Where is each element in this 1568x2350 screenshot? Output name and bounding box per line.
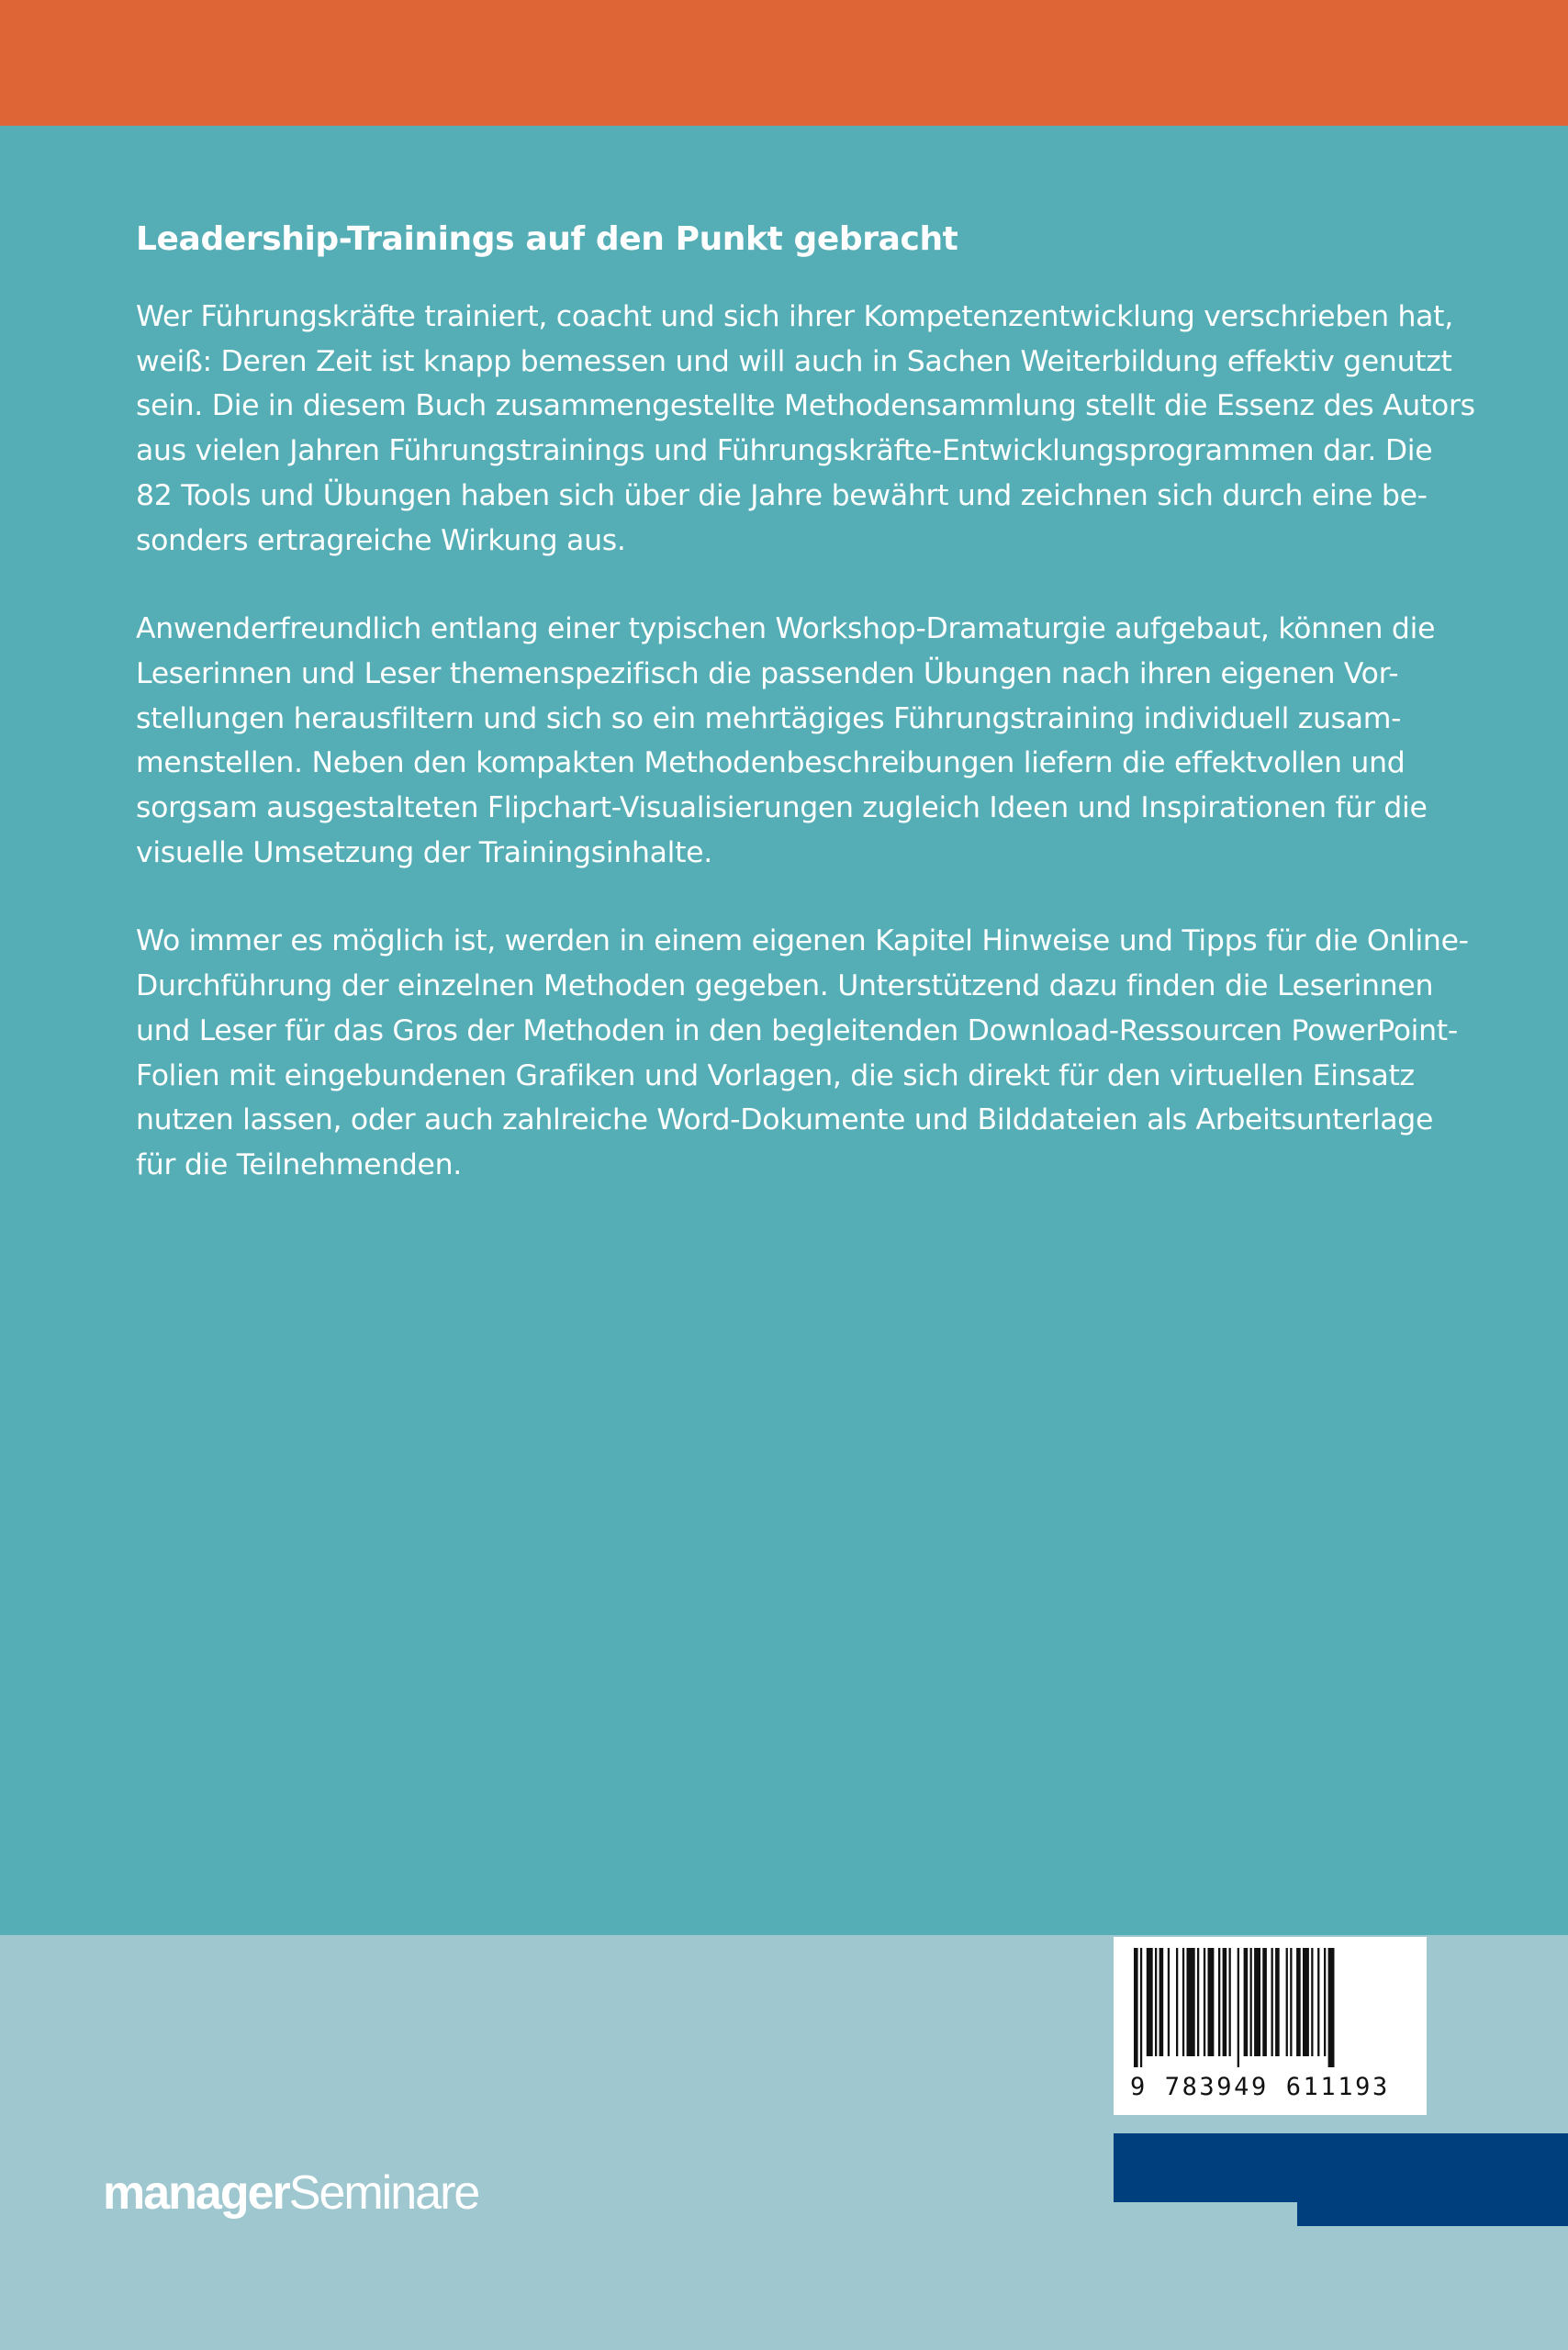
barcode-bar (1238, 1948, 1239, 2067)
accent-bar (1114, 2133, 1568, 2202)
paragraph-structure (136, 607, 1436, 875)
isbn-barcode (1114, 1937, 1427, 2115)
barcode-bar (1140, 1948, 1142, 2067)
accent-bar-lower (1297, 2202, 1568, 2226)
top-color-band (0, 0, 1568, 126)
barcode-bar (1262, 1948, 1267, 2056)
barcode-bar (1204, 1948, 1205, 2056)
text-line: Wer Führungskräfte trainiert, coacht und sich ihrer Kompetenzentwicklung verschrieben hat, (136, 300, 1453, 333)
barcode-bar (1290, 1948, 1292, 2056)
barcode-bar (1182, 1948, 1184, 2056)
text-line: sorgsam ausgestalteten Flipchart-Visualisierungen zugleich Ideen und Inspirationen für die (136, 791, 1428, 825)
text-line: menstellen. Neben den kompakten Methodenbeschreibungen liefern die effektvollen und (136, 746, 1406, 780)
barcode-bar (1218, 1948, 1220, 2056)
barcode-bar (1275, 1948, 1280, 2056)
barcode-bar (1147, 1948, 1153, 2056)
barcode-bar (1254, 1948, 1260, 2056)
barcode-bar (1176, 1948, 1178, 2056)
barcode-bar (1208, 1948, 1215, 2056)
text-line: sein. Die in diesem Buch zusammengestellte Methodensammlung stellt die Essenz des Autors (136, 389, 1475, 423)
barcode-bar (1229, 1948, 1231, 2056)
isbn-number: 9 783949 611193 (1130, 2073, 1390, 2101)
publisher-logo-part1: manager (103, 2166, 289, 2220)
barcode-bar (1328, 1948, 1335, 2067)
barcode-bar (1286, 1948, 1288, 2056)
text-line: Wo immer es möglich ist, werden in einem eigenen Kapitel Hinweise und Tipps für die Online- (136, 924, 1469, 958)
barcode-bar (1197, 1948, 1199, 2056)
text-line: sonders ertragreiche Wirkung aus. (136, 523, 626, 557)
barcode-bar (1159, 1948, 1164, 2056)
text-line: visuelle Umsetzung der Trainingsinhalte. (136, 835, 712, 869)
barcode-bar (1187, 1948, 1195, 2056)
text-line: Leserinnen und Leser themenspezifisch die passenden Übungen nach ihren eigenen Vor- (136, 656, 1399, 690)
barcode-bar (1244, 1948, 1249, 2056)
barcode-bars-graphic (1134, 1948, 1406, 2067)
back-cover-text (136, 207, 1475, 1232)
paragraph-online (136, 919, 1469, 1187)
barcode-bar (1324, 1948, 1326, 2056)
barcode-bar (1155, 1948, 1157, 2056)
text-line: Folien mit eingebundenen Grafiken und Vorlagen, die sich direkt für den virtuellen Einsatz (136, 1058, 1415, 1092)
text-line: weiß: Deren Zeit ist knapp bemessen und will auch in Sachen Weiterbildung effektiv genutzt (136, 344, 1452, 378)
publisher-logo-part2: Seminare (288, 2166, 479, 2220)
barcode-bar (1223, 1948, 1227, 2056)
paragraph-intro (136, 295, 1475, 563)
text-line: Durchführung der einzelnen Methoden gegeben. Unterstützend dazu finden die Leserinnen (136, 969, 1434, 1003)
text-line: nutzen lassen, oder auch zahlreiche Word-Dokumente und Bilddateien als Arbeitsunterlage (136, 1103, 1434, 1137)
publisher-logo (103, 2165, 478, 2221)
text-line: stellungen herausfiltern und sich so ein mehrtägiges Führungstraining individuell zusam- (136, 701, 1402, 735)
barcode-bar (1303, 1948, 1309, 2056)
text-line: für die Teilnehmenden. (136, 1147, 463, 1181)
text-line: aus vielen Jahren Führungstrainings und Führungskräfte-Entwicklungsprogrammen dar. Die (136, 434, 1433, 468)
barcode-bar (1317, 1948, 1319, 2056)
text-line: 82 Tools und Übungen haben sich über die Jahre bewährt und zeichnen sich durch eine be- (136, 478, 1428, 512)
text-line: und Leser für das Gros der Methoden in den begleitenden Download-Ressourcen PowerPoint- (136, 1013, 1458, 1047)
barcode-bar (1296, 1948, 1301, 2056)
barcode-bar (1250, 1948, 1252, 2056)
barcode-bar (1311, 1948, 1313, 2056)
text-line: Anwenderfreundlich entlang einer typischen Workshop-Dramaturgie aufgebaut, können die (136, 612, 1436, 646)
barcode-bar (1134, 1948, 1138, 2067)
barcode-bar (1271, 1948, 1273, 2056)
barcode-bar (1168, 1948, 1170, 2056)
page-title: Leadership-Trainings auf den Punkt gebracht (136, 220, 958, 258)
